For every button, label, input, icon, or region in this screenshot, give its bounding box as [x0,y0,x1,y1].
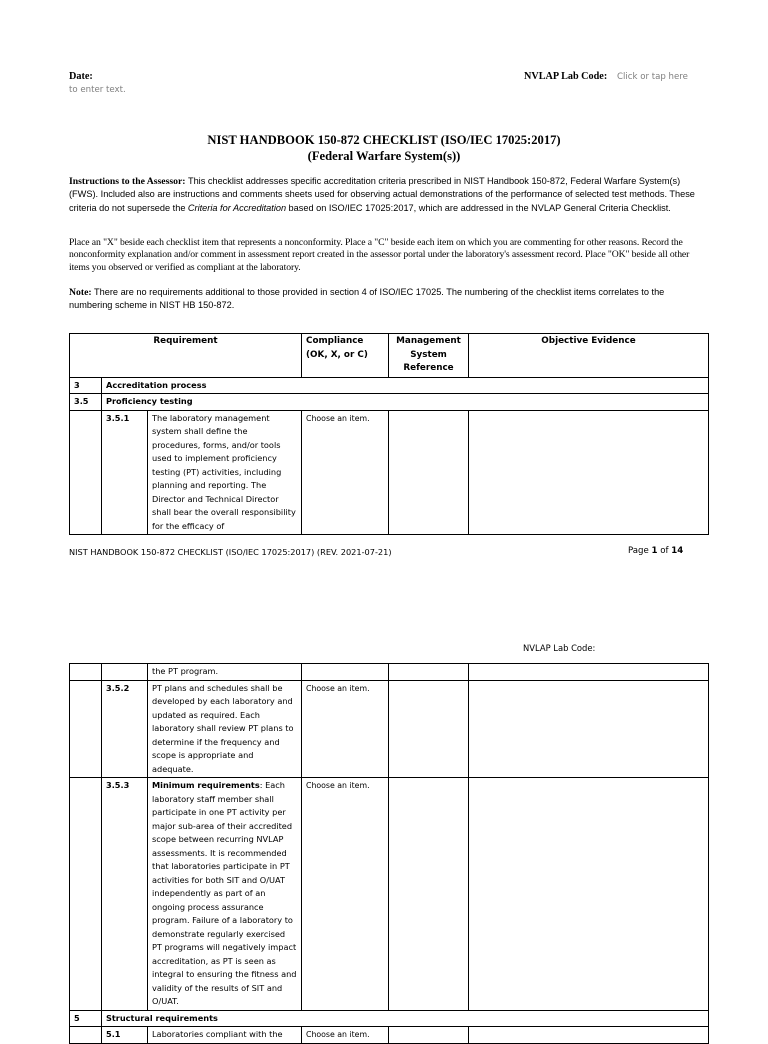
management-reference-cell[interactable] [389,1027,469,1044]
item-text: PT plans and schedules shall be developed by each laboratory and updated as required. Each laboratory shall review PT plans to determine if the frequency and scope is appropriate and adequate. [148,680,302,778]
objective-evidence-cell[interactable] [469,410,709,535]
compliance-dropdown[interactable]: Choose an item. [302,778,389,1011]
item-num: 5.1 [102,1027,148,1044]
document-title: NIST HANDBOOK 150-872 CHECKLIST (ISO/IEC 17025:2017) [207,133,561,147]
table-row [70,778,709,1011]
management-reference-cell[interactable] [389,778,469,1011]
management-reference-cell[interactable] [389,680,469,778]
item-bold-lead: Minimum requirements [152,780,260,790]
placement-paragraph: Place an "X" beside each checklist item that represents a nonconformity. Place a "C" beside each item on which you are commenting for other reasons. Record the nonconformity explanation and/or comment in assessment report created in the assessor portal under the laboratory's assessment record. Place "OK" beside all other items you observed or verified as compliant at the laboratory. [69,237,690,273]
checklist-table-page2 [69,663,709,1044]
management-reference-cell[interactable] [389,664,469,681]
criteria-italic: Criteria for Accreditation [187,202,287,213]
section-title: Structural requirements [102,1010,709,1027]
table-row [70,394,709,411]
table-row [70,410,709,535]
table-row [70,1010,709,1027]
item-text: Minimum requirements: Each laboratory staff member shall participate in one PT activity per major sub-area of their accredited scope between recurring NVLAP assessments. It is recommended that laboratories participate in PT activities for both SIT and O/UAT independently as part of an ongoing process assurance program. Failure of a laboratory to demonstrate regularly exercised PT programs will negatively impact accreditation, as PT is seen as integral to ensuring the fitness and validity of the results of SIT and O/UAT. [148,778,302,1011]
table-row [70,664,709,681]
table-header-row [70,334,709,378]
instructions-label: Instructions to the Assessor: [69,176,186,187]
item-text: The laboratory management system shall define the procedures, forms, and/or tools used to implement proficiency testing (PT) activities, including planning and reporting. The Director and Technical Director shall bear the overall responsibility for the efficacy of [148,410,302,535]
compliance-cell[interactable] [302,664,389,681]
section-num: 3 [70,377,102,394]
section-title: Accreditation process [102,377,709,394]
table-row [70,1027,709,1044]
header-evidence: Objective Evidence [469,334,709,378]
instructions-text-2: based on ISO/IEC 17025:2017, which are addressed in the NVLAP General Criteria Checklist. [288,202,671,213]
instructions-paragraph [69,175,703,215]
document-subtitle: (Federal Warfare System(s)) [307,149,461,163]
instructions-text: This checklist addresses specific accreditation criteria prescribed in NIST Handbook 150-872, Federal Warfare System(s) (FWS). Included also are instructions and comments sheets used for observing actual demonstrations of the performance of selected test methods. These criteria do not supersede the [69,176,695,213]
compliance-dropdown[interactable]: Choose an item. [302,1027,389,1044]
section-num: 5 [70,1010,102,1027]
compliance-dropdown[interactable]: Choose an item. [302,680,389,778]
header-management: Management System Reference [389,334,469,378]
objective-evidence-cell[interactable] [469,778,709,1011]
objective-evidence-cell[interactable] [469,664,709,681]
date-label: Date: [69,71,93,82]
checklist-table-page1 [69,333,709,535]
section-num: 3.5 [70,394,102,411]
lab-code-label: NVLAP Lab Code: [524,71,608,82]
note-paragraph [69,286,703,313]
item-text: Laboratories compliant with the [148,1027,302,1044]
note-text: There are no requirements additional to those provided in section 4 of ISO/IEC 17025. The numbering of the checklist items correlates to the numbering scheme in NIST HB 150-872. [69,287,665,311]
lab-code-label-page2: NVLAP Lab Code: [523,643,596,653]
date-input[interactable]: to enter text. [69,85,126,95]
header-compliance: Compliance (OK, X, or C) [302,334,389,378]
compliance-dropdown[interactable]: Choose an item. [302,410,389,535]
objective-evidence-cell[interactable] [469,680,709,778]
objective-evidence-cell[interactable] [469,1027,709,1044]
item-num: 3.5.3 [102,778,148,1011]
note-label: Note: [69,287,92,298]
lab-code-input[interactable]: Click or tap here [617,72,688,82]
page-number: Page 1 of 14 [628,546,684,556]
management-reference-cell[interactable] [389,410,469,535]
table-row [70,680,709,778]
item-num: 3.5.2 [102,680,148,778]
table-row [70,377,709,394]
footer-text: NIST HANDBOOK 150-872 CHECKLIST (ISO/IEC 17025:2017) (REV. 2021-07-21) [69,547,392,557]
item-text: the PT program. [148,664,302,681]
header-requirement: Requirement [70,334,302,378]
item-num: 3.5.1 [102,410,148,535]
section-title: Proficiency testing [102,394,709,411]
